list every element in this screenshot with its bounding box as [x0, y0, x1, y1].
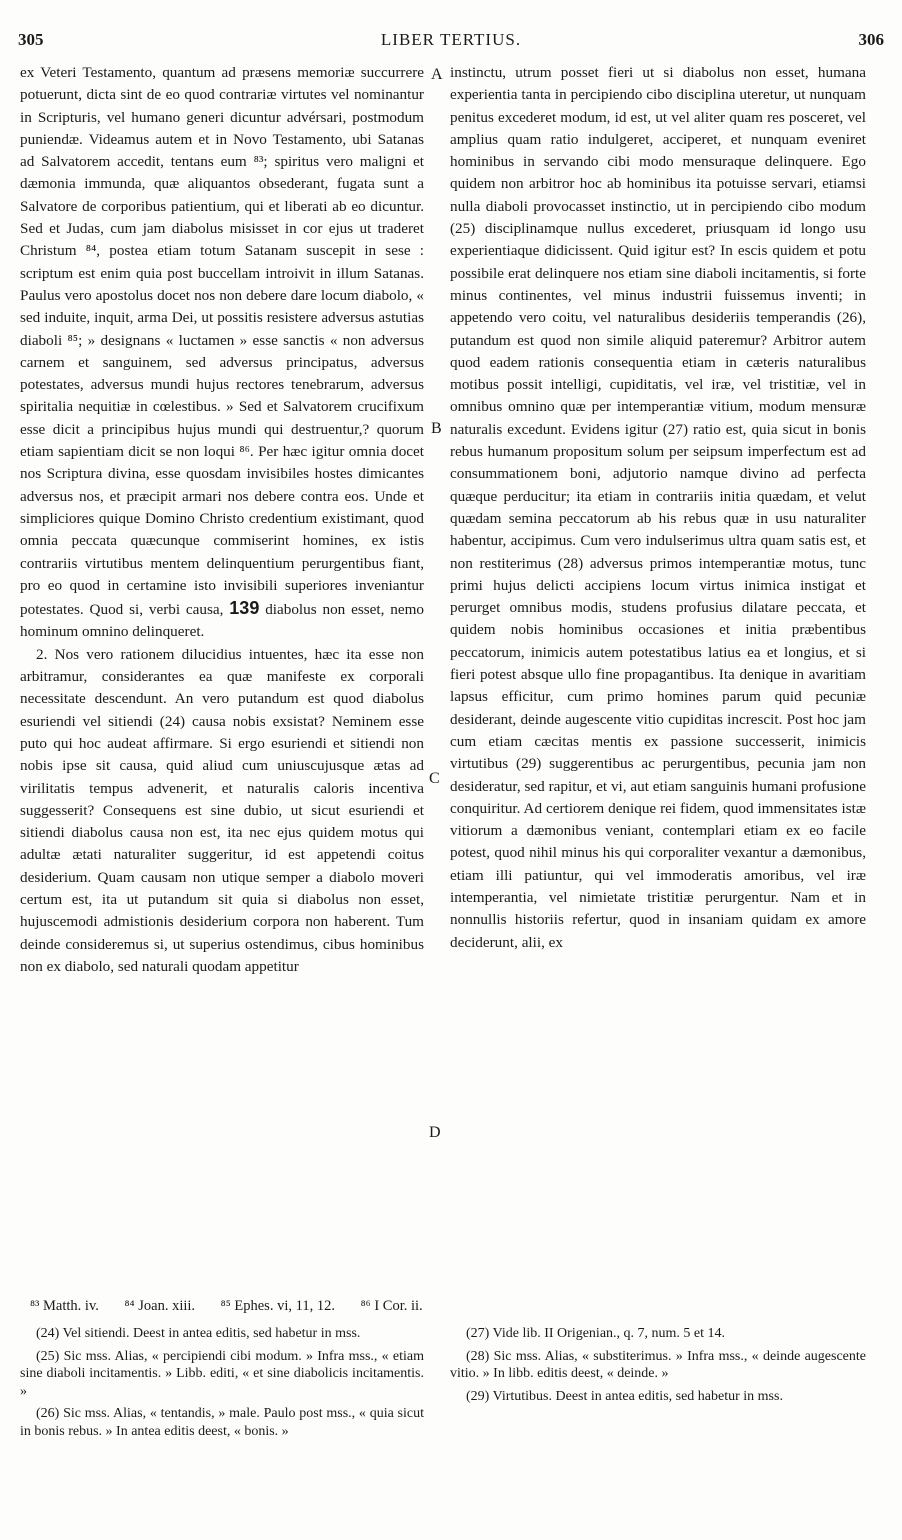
scripture-ref: ⁸³ Matth. iv. — [30, 1298, 99, 1314]
footnotes-left — [20, 1325, 424, 1445]
running-title: LIBER TERTIUS. — [380, 30, 522, 49]
footnote: (24) Vel sitiendi. Deest in antea editis, sed habetur in mss. — [36, 1326, 361, 1341]
margin-letter-b: B — [431, 420, 442, 437]
left-paragraph-2: 2. Nos vero rationem dilucidius intuentes, hæc ita esse non arbitramur, considerantes ea quæ manifeste ex corporali necessitate descendunt. An vero putandum est quod diabolus esuriendi vel sitiendi (24) causa nobis exsistat? Neminem esse puto qui hoc audeat affirmare. Si ergo esuriendi et sitiendi non nobis ipse sit causa, quid aliud cum uniuscujusque ætas ad virilitatis tempus advenerit, et naturalis caloris incentiva suggesserit? Consequens est sine dubio, ut sicut esuriendi et sitiendi diabolus causa non est, ita nec ejus quidem motus qui adultæ ætati naturaliter suggeritur, id est appetendi coitus desiderium. Quam causam non utique semper a diabolo moveri certum est, ita ut putandum sit quia si diabolus non esset, hujuscemodi admistionis desiderium corpora non haberent. Tum deinde consideremus si, ut superius ostendimus, cibus hominibus non ex diabolo, sed naturali quodam appetitur — [20, 645, 424, 975]
scripture-ref: ⁸⁴ Joan. xiii. — [124, 1298, 196, 1314]
scripture-ref: ⁸⁶ I Cor. ii. — [360, 1298, 423, 1314]
footnote: (28) Sic mss. Alias, « substiterimus. » Infra mss., « deinde augescente vitio. » In libb. editis deest, « deinde. » — [450, 1348, 866, 1381]
left-column — [20, 62, 424, 978]
footnotes-right — [450, 1325, 866, 1410]
left-paragraph-1-text: ex Veteri Testamento, quantum ad præsens memoriæ succurrere potuerunt, dicta sint de eo quod contrariæ virtutes vel nominantur in Scripturis, vel humano generi dicuntur advérsari, postmodum puniendæ. Videamus autem et in Novo Testamento, ubi Satanas ad Salvatorem accedit, tentans eum ⁸³; spiritus vero maligni et dæmonia immunda, quæ aliquantos obsederant, fugata sunt a Salvatore de corporibus patientium, qui et liberati ab eo dicuntur. Sed et Judas, cum jam diabolus misisset in cor ejus ut traderet Christum ⁸⁴, postea etiam totum Satanam suscepit in sese : scriptum est enim quia post buccellam introivit in illum Satanas. Paulus vero apostolus docet nos non debere dare locum diabolo, « sed induite, inquit, arma Dei, ut possitis resistere adversus astutias diaboli ⁸⁵; » designans « luctamen » esse sanctis « non adversus carnem et sanguinem, sed adversus principatus, adversus potestates, adversus mundi hujus rectores tenebrarum, adversus spiritalia nequitiæ in cœlestibus. » Sed et Salvatorem crucifixum esse dicit a principibus hujus mundi qui destruentur,? quorum etiam sapientiam dicit se non loqui ⁸⁶. Per hæc igitur omnia docet nos Scriptura divina, esse quosdam invisibiles hostes dimicantes adversus nos, et præcipit armari nos debere contra eos. Unde et simpliciores quique Domino Christo credentium existimant, quod omnia peccata quæcunque commiserint homines, ex istis contrariis virtutibus mentem delinquentium perurgentibus fiant, pro eo quod in certamine isto invisibili superiores inveniantur potestates. Quod si, verbi causa, — [20, 64, 424, 619]
page-header — [18, 30, 884, 56]
footnote: (25) Sic mss. Alias, « percipiendi cibi modum. » Infra mss., « etiam sine diaboli incitamentis. » Libb. editi, « et sine diabolicis incitamentis. » — [20, 1348, 424, 1399]
section-mark: 139 — [229, 598, 260, 619]
page-number-left: 305 — [18, 30, 44, 49]
margin-letter-d: D — [429, 1124, 441, 1141]
margin-letter-a: A — [431, 66, 443, 83]
left-paragraph-1-end: diabolus non esset, nemo hominum omnino delinqueret. — [20, 601, 425, 641]
footnote: (27) Vide lib. II Origenian., q. 7, num. 5 et 14. — [466, 1326, 726, 1341]
footnote: (29) Virtutibus. Deest in antea editis, sed habetur in mss. — [466, 1388, 783, 1404]
scripture-ref: ⁸⁵ Ephes. vi, 11, 12. — [220, 1298, 335, 1314]
left-paragraph-1 — [20, 62, 424, 644]
page-number-right: 306 — [858, 30, 884, 49]
right-paragraph: instinctu, utrum posset fieri ut si diabolus non esset, humana experientia tanta in percipiendo cibo disciplina uteretur, ut nunquam penitus excederet modum, id est, ut vel aliter quam res posceret, vel amplius quam ratio indulgeret, acciperet, et nunquam eveniret hominibus in servando cibi modo mensuraque delinquere. Ego quidem non arbitror hoc ab hominibus ita potuisse servari, etiamsi nulla diaboli provocasset instinctio, ut in percipiendo cibo modum (25) disciplinamque nullus excederet, priusquam id longo usu experientiaque didicissent. Quid igitur est? In escis quidem et potu possibile erat delinquere nos etiam sine diaboli incitamentis, si forte minus continentes, vel minus industrii fuissemus inventi; in appetendo vero coitu, vel naturalibus desideriis temperandis (26), putandum est quod non simile aliquid pateremur? Arbitror autem quod eadem rationis consequentia etiam in cæteris naturalibus motibus possit intelligi, cupiditatis, vel iræ, vel tristitiæ, vel in omnibus omnino quæ per intemperantiæ vitium, modum mensuræ naturalis excedunt. Evidens igitur (27) ratio est, quia sicut in bonis rebus humanum propositum solum per seipsum imperfectum est ad consummationem boni, adjutorio namque divino ad perfecta quæque perducitur; ita etiam in contrariis initia quædam, et velut quædam semina peccatorum ab his rebus quæ in usu naturaliter habentur, accipimus. Cum vero indulserimus ultra quam satis est, et non restiterimus (28) adversus primos intemperantiæ motus, tunc primi hujus delicti accipiens locum virtus inimica instigat et perurget omnibus modis, studens profusius dilatare peccata, et quidem nobis hominibus occasiones et initia præbentibus peccatorum, inimicis autem potestatibus latius ea et longius, et si fieri potest absque ullo fine propagantibus. Ita denique in avaritiam lapsus efficitur, cum primo homines parum quid pecuniæ desiderant, deinde augescente vitio cupiditas increscit. Post hoc jam cum etiam cæcitas mentis ex passione successerit, inimicis virtutibus (29) suggerentibus ac perurgentibus, pecunia jam non desideratur, sed rapitur, et vi, aut etiam sanguinis humani profusione conquiritur. Ad certiorem denique rei fidem, quod immensitates istæ vitiorum a dæmonibus veniant, contemplari etiam ex eo facile potest, quod nihil minus his qui corporaliter vexantur a dæmonibus, etiam illi patiuntur, qui vel immoderatis amoribus, vel iræ intemperantia, vel nimietate tristitiæ perurgentur. Nam et in nonnullis historiis refertur, quod in insaniam quidam ex amore deciderunt, alii, ex — [450, 64, 866, 951]
right-column — [450, 62, 866, 954]
margin-letter-c: C — [429, 770, 440, 787]
footnote: (26) Sic mss. Alias, « tentandis, » male. Paulo post mss., « quia sicut in bonis rebus. » In antea editis deest, « bonis. » — [20, 1406, 424, 1439]
scripture-references — [30, 1298, 870, 1315]
